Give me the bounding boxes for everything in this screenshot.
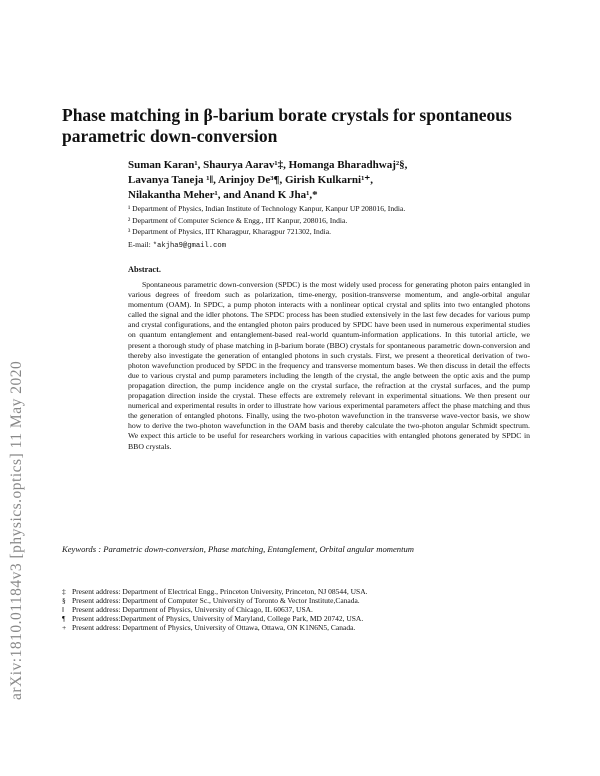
author-line: Nilakantha Meher¹, and Anand K Jha¹,* bbox=[128, 189, 318, 201]
author-line: Lavanya Taneja ¹‖, Arinjoy De³¶, Girish Kulkarni¹⁺, bbox=[128, 174, 373, 186]
keywords: Keywords : Parametric down-conversion, Phase matching, Entanglement, Orbital angular momentum bbox=[62, 544, 414, 554]
footnotes bbox=[62, 588, 542, 633]
footnote-text: Present address: Department of Computer Sc., University of Toronto & Vector Institute,Canada. bbox=[72, 595, 360, 605]
author-line: Suman Karan¹, Shaurya Aarav¹‡, Homanga Bharadhwaj²§, bbox=[128, 159, 408, 171]
footnote-symbol: ‖ bbox=[62, 604, 65, 614]
footnote-text: Present address:Department of Physics, University of Maryland, College Park, MD 20742, USA. bbox=[72, 613, 364, 623]
footnote-text: Present address: Department of Physics, University of Chicago, IL 60637, USA. bbox=[72, 604, 313, 614]
footnote-symbol: + bbox=[62, 622, 67, 632]
affiliations bbox=[128, 204, 548, 239]
arxiv-identifier: arXiv:1810.01184v3 [physics.optics] 11 May 2020 bbox=[8, 360, 25, 700]
footnote-symbol: ¶ bbox=[62, 613, 66, 623]
footnote-text: Present address: Department of Physics, University of Ottawa, Ottawa, ON K1N6N5, Canada. bbox=[72, 622, 356, 632]
abstract-heading: Abstract. bbox=[128, 265, 161, 274]
affiliation: ³ Department of Physics, IIT Kharagpur, Kharagpur 721302, India. bbox=[128, 227, 332, 236]
footnote-symbol: ‡ bbox=[62, 587, 66, 596]
footnote-symbol: § bbox=[62, 595, 66, 605]
footnote bbox=[62, 624, 542, 633]
author-list bbox=[128, 158, 548, 203]
paper-title: Phase matching in β-barium borate crystals for spontaneous parametric down-conversion bbox=[62, 105, 512, 146]
email-address[interactable]: *akjha9@gmail.com bbox=[152, 242, 227, 250]
footnote-text: Present address: Department of Electrical Engg., Princeton University, Princeton, NJ 08544, USA. bbox=[72, 587, 368, 596]
affiliation: ¹ Department of Physics, Indian Institute of Technology Kanpur, Kanpur UP 208016, India. bbox=[128, 204, 406, 213]
email-label: E-mail: bbox=[128, 240, 151, 249]
affiliation: ² Department of Computer Science & Engg., IIT Kanpur, 208016, India. bbox=[128, 215, 348, 225]
contact-email bbox=[128, 240, 226, 250]
abstract-body: Spontaneous parametric down-conversion (SPDC) is the most widely used process for generating photon pairs entangled in various degrees of freedom such as polarization, time-energy, position-transverse momentum, and angle-orbital angular momentum (OAM). In SPDC, a pump photon interacts with a nonlinear optical crystal and splits into two entangled photons called the signal and the idler photons. The SPDC process has been studied extensively in the last few decades for various pump and crystal configurations, and the entangled photon pairs produced by SPDC have been used in numerous experimental studies on quantum entanglement and entanglement-based real-world quantum-information applications. In this tutorial article, we present a thorough study of phase matching in β-barium borate (BBO) crystals for spontaneous parametric down-conversion and thereby also investigate the generation of entangled photons in such crystals. First, we present a theoretical derivation of two-photon wavefunction produced by SPDC in the frequency and transverse momentum bases. We then discuss in detail the effects due to various crystal and pump parameters including the length of the crystal, the angle between the optic axis and the pump propagation direction, the pump incidence angle on the crystal surface, the refraction at the crystal surfaces, and the pump propagation direction inside the crystal. These effects are extremely relevant in experimental situations. We then present our numerical and experimental results in order to illustrate how various experimental parameters affect the phase matching and thus the generation of entangled photons. Finally, using the two-photon wavefunction in the transverse wave-vector basis, we show how to derive the two-photon wavefunction in the OAM basis and thereby calculate the two-photon angular Schmidt spectrum. We expect this article to be useful for researchers working in various capacities with entangled photons generated by SPDC in BBO crystals. bbox=[128, 280, 530, 451]
